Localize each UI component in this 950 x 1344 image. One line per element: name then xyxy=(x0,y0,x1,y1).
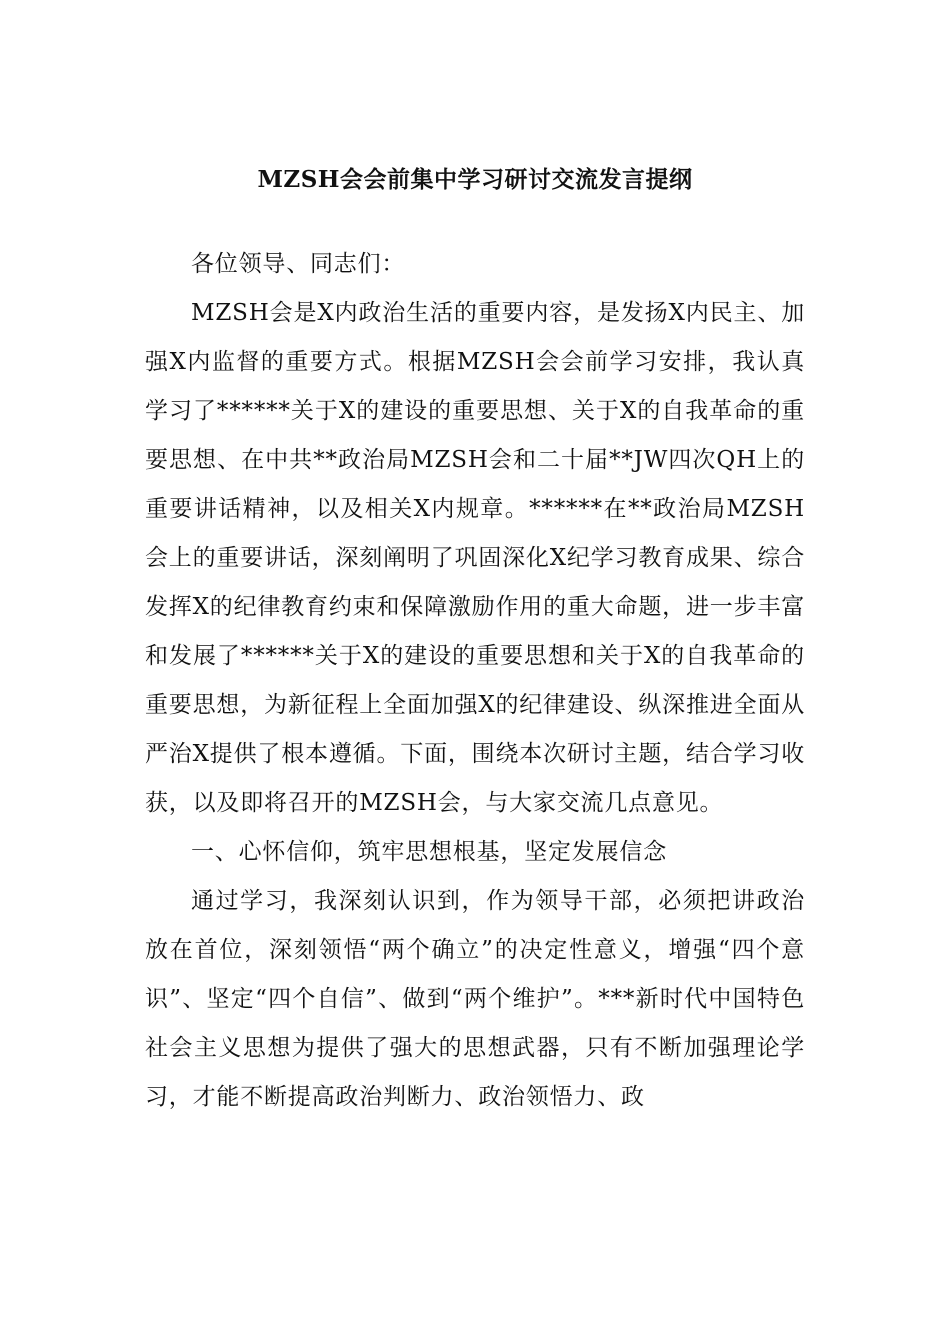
section-heading: 一、心怀信仰，筑牢思想根基，坚定发展信念 xyxy=(191,839,667,865)
intro-paragraph: MZSH会是X内政治生活的重要内容，是发扬X内民主、加强X内监督的重要方式。根据MZSH会会前学习安排，我认真学习了******关于X的建设的重要思想、关于X的自我革命的重要思想、在中共**政治局MZSH会和二十届**JW四次QH上的重要讲话精神，以及相关X内规章。******在**政治局MZSH会上的重要讲话，深刻阐明了巩固深化X纪学习教育成果、综合发挥X的纪律教育约束和保障激励作用的重大命题，进一步丰富和发展了******关于X的建设的重要思想和关于X的自我革命的重要思想，为新征程上全面加强X的纪律建设、纵深推进全面从严治X提供了根本遵循。下面，围绕本次研讨主题，结合学习收获，以及即将召开的MZSH会，与大家交流几点意见。 xyxy=(145,300,805,816)
salutation-paragraph: 各位领导、同志们： xyxy=(191,251,406,277)
document-body xyxy=(145,240,805,1122)
section-paragraph: 通过学习，我深刻认识到，作为领导干部，必须把讲政治放在首位，深刻领悟“两个确立”的决定性意义，增强“四个意识”、坚定“四个自信”、做到“两个维护”。***新时代中国特色社会主义思想为提供了强大的思想武器，只有不断加强理论学习，才能不断提高政治判断力、政治领悟力、政 xyxy=(145,888,805,1110)
document-title: MZSH会会前集中学习研讨交流发言提纲 xyxy=(257,166,693,193)
